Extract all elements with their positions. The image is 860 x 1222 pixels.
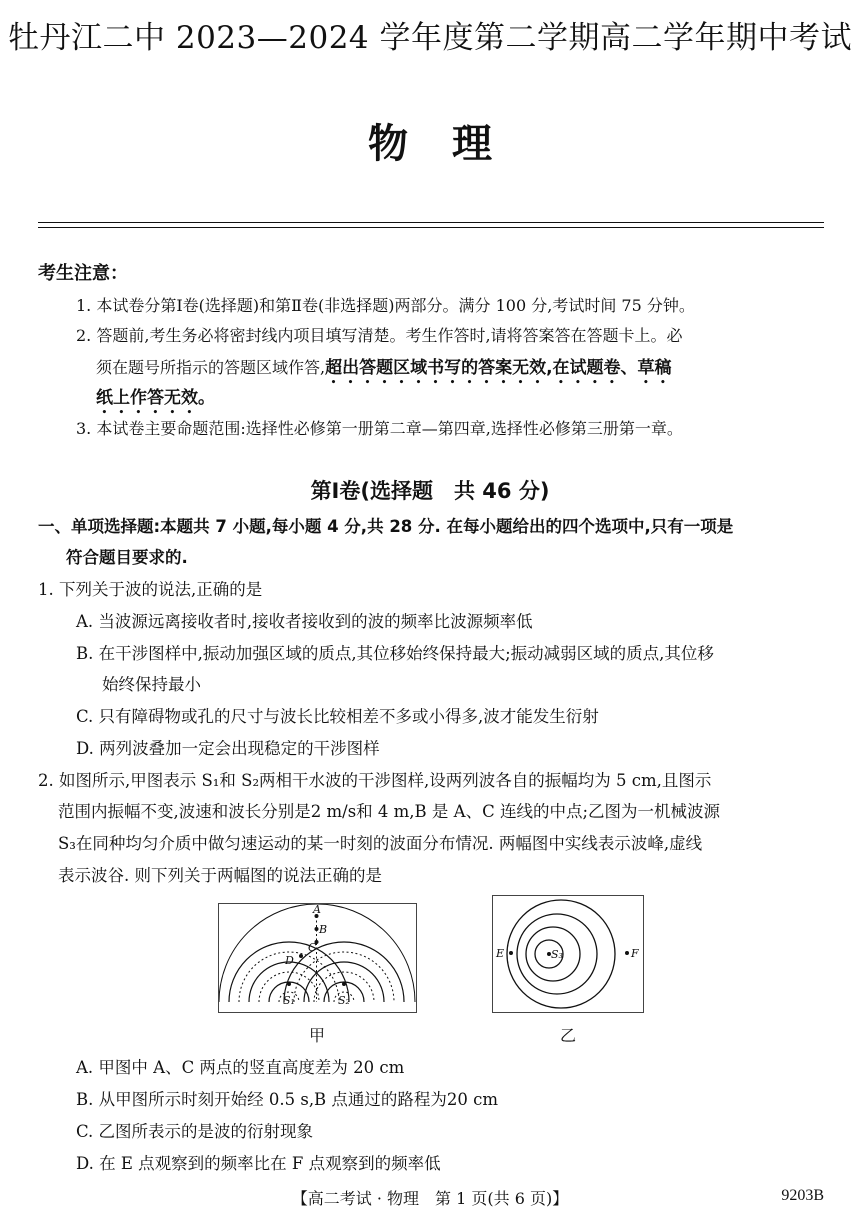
label-a: A	[313, 903, 321, 916]
section-title: 第Ⅰ卷(选择题 共 46 分)	[310, 479, 550, 503]
label-s1: S₁	[283, 994, 295, 1007]
q2-option-c: C. 乙图所表示的是波的衍射现象	[76, 1122, 314, 1141]
notice-item-2-text: 须在题号所指示的答题区域作答,	[96, 358, 326, 377]
divider-bottom	[38, 227, 824, 228]
interference-figure	[218, 903, 417, 1013]
label-s2: S₂	[338, 994, 350, 1007]
section-instruction-line-1: 一、单项选择题:本题共 7 小题,每小题 4 分,共 28 分. 在每小题给出的四个选项中,只有一项是	[38, 517, 734, 536]
q1-option-d: D. 两列波叠加一定会出现稳定的干涉图样	[76, 739, 380, 758]
label-d: D	[285, 954, 294, 967]
divider-top	[38, 222, 824, 223]
q1-option-b-line-2: 始终保持最小	[102, 675, 201, 694]
q1-stem: 1. 下列关于波的说法,正确的是	[38, 580, 263, 599]
notice-item-2-emphasis: 超出答题区域书写的答案无效,在试题卷、草稿	[325, 358, 672, 378]
exam-title: 牡丹江二中 2023—2024 学年度第二学期高二学年期中考试	[8, 20, 852, 56]
q2-stem-line-4: 表示波谷. 则下列关于两幅图的说法正确的是	[58, 866, 382, 885]
q2-stem-line-2: 范围内振幅不变,波速和波长分别是2 m/s和 4 m,B 是 A、C 连线的中点;乙图为一机械波源	[58, 802, 720, 821]
q2-option-a: A. 甲图中 A、C 两点的竖直高度差为 20 cm	[76, 1058, 405, 1077]
subject-title: 物 理	[368, 121, 492, 167]
label-e: E	[496, 947, 505, 960]
notice-item-2-line-3	[96, 383, 215, 418]
q1-option-c: C. 只有障碍物或孔的尺寸与波长比较相差不多或小得多,波才能发生衍射	[76, 707, 599, 726]
q2-option-d: D. 在 E 点观察到的频率比在 F 点观察到的频率低	[76, 1154, 441, 1173]
figure-caption-right: 乙	[560, 1026, 577, 1045]
q1-option-b-line-1: B. 在干涉图样中,振动加强区域的质点,其位移始终保持最大;振动减弱区域的质点,其位移	[76, 644, 714, 663]
notice-item-3: 3. 本试卷主要命题范围:选择性必修第一册第二章—第四章,选择性必修第三册第一章。	[76, 419, 683, 438]
q2-option-b: B. 从甲图所示时刻开始经 0.5 s,B 点通过的路程为20 cm	[76, 1090, 499, 1109]
q1-option-a: A. 当波源远离接收者时,接收者接收到的波的频率比波源频率低	[76, 612, 533, 631]
paper-code: 9203B	[781, 1187, 824, 1204]
label-f: F	[631, 947, 639, 960]
q2-stem-line-3: S₃在同种均匀介质中做匀速运动的某一时刻的波面分布情况. 两幅图中实线表示波峰,虚线	[58, 834, 703, 853]
figure-caption-left: 甲	[309, 1026, 326, 1045]
page-footer: 【高二考试 · 物理 第 1 页(共 6 页)】	[291, 1189, 569, 1208]
notice-item-2-emphasis-end: 纸上作答无效。	[96, 388, 215, 408]
notice-item-1: 1. 本试卷分第Ⅰ卷(选择题)和第Ⅱ卷(非选择题)两部分。满分 100 分,考试时间 75 分钟。	[76, 296, 695, 315]
doppler-figure	[492, 895, 644, 1013]
label-b: B	[319, 923, 328, 936]
section-instruction-line-2: 符合题目要求的.	[66, 548, 188, 567]
label-s3: S₃	[551, 948, 563, 961]
label-c: C	[308, 941, 317, 954]
q2-stem-line-1: 2. 如图所示,甲图表示 S₁和 S₂两相干水波的干涉图样,设两列波各自的振幅均为 5 cm,且图示	[38, 771, 712, 790]
notice-item-2-line-1: 2. 答题前,考生务必将密封线内项目填写清楚。考生作答时,请将答案答在答题卡上。必	[76, 326, 683, 345]
notice-heading: 考生注意：	[38, 263, 128, 284]
